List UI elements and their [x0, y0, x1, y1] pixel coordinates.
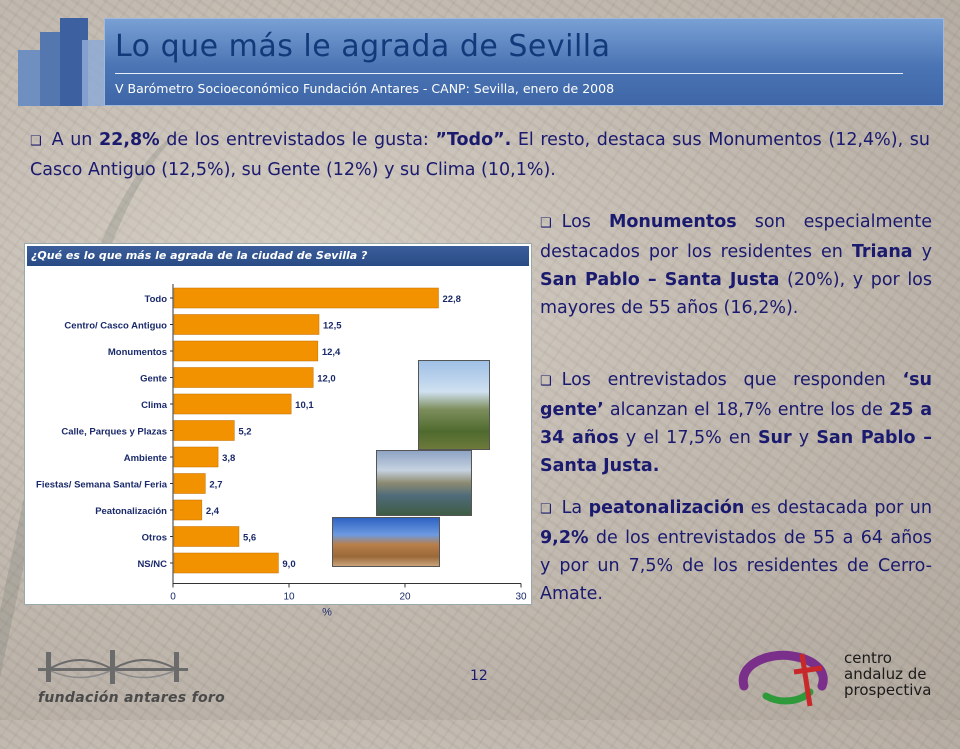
text-run: y el 17,5% en [618, 428, 758, 448]
category-label: NS/NC [137, 559, 167, 570]
bold-text-run: San Pablo – Santa Justa [540, 270, 780, 290]
text-run: Los entrevistados que responden [561, 370, 903, 390]
category-label: Todo [144, 294, 167, 305]
bold-text-run: Monumentos [608, 212, 737, 232]
prospectiva-logo-text [844, 650, 931, 698]
text-run: son especialmente destacados por los residentes en [540, 212, 932, 262]
x-tick-label: 30 [515, 591, 527, 603]
chart-title: ¿Qué es lo que más le agrada de la ciudad de Sevilla ? [27, 246, 529, 266]
bar-4 [174, 394, 291, 414]
checkbox-bullet-icon: ❑ [540, 216, 552, 231]
value-label: 2,4 [205, 506, 220, 517]
text-run: A un [51, 130, 99, 150]
text-run: (20%), y por los mayores de 55 años (16,2%). [540, 270, 933, 318]
slide-subtitle: V Barómetro Socioeconómico Fundación Antares - CANP: Sevilla, enero de 2008 [115, 81, 615, 96]
photo-giralda [418, 360, 490, 450]
category-label: Clima [141, 400, 167, 411]
bar-0 [174, 288, 438, 308]
bar-8 [174, 500, 202, 520]
value-label: 9,0 [282, 559, 296, 570]
logo-line-3: prospectiva [844, 681, 932, 699]
text-run: La [561, 498, 589, 518]
category-label: Calle, Parques y Plazas [61, 426, 167, 438]
prospectiva-emblem-icon [736, 646, 840, 710]
decorative-bars [18, 18, 118, 106]
bar-1 [174, 315, 319, 335]
bar-2 [174, 341, 318, 361]
photo-plaza-espana [332, 517, 440, 567]
x-tick-label: 10 [283, 591, 295, 603]
bold-text-run: Sur [757, 428, 792, 448]
paragraph-peatonalizacion [540, 494, 932, 608]
x-axis-label: % [322, 606, 332, 619]
value-label: 5,6 [242, 532, 257, 544]
checkbox-bullet-icon: ❑ [540, 502, 552, 517]
page-number: 12 [470, 668, 488, 684]
value-label: 12,5 [323, 320, 342, 332]
logo-line-1: centro [844, 649, 892, 667]
bold-text-run: ‘su gente’ [540, 370, 932, 420]
bold-text-run: peatonalización [588, 498, 745, 518]
text-run: alcanzan el 18,7% entre los de [603, 400, 890, 420]
value-label: 12,0 [317, 373, 336, 385]
photo-river-bridge [376, 450, 472, 516]
header-divider [115, 73, 903, 74]
bar-10 [174, 553, 278, 573]
paragraph-summary [30, 126, 930, 184]
category-label: Centro/ Casco Antiguo [64, 320, 167, 332]
text-run: El resto, destaca sus Monumentos (12,4%), su Casco Antiguo (12,5%), su Gente (12%) y su Clima (10,1%). [30, 130, 931, 180]
category-label: Gente [140, 373, 167, 385]
x-tick-label: 20 [399, 591, 411, 603]
category-label: Ambiente [123, 453, 167, 464]
value-label: 12,4 [321, 347, 341, 358]
text-run: y [791, 428, 817, 448]
paragraph-monumentos [540, 208, 932, 322]
category-label: Peatonalización [95, 506, 167, 517]
centro-andaluz-prospectiva-logo [736, 646, 946, 712]
text-run: de los entrevistados le gusta: [159, 130, 436, 150]
bold-text-run: San Pablo – Santa Justa. [540, 428, 933, 476]
bold-text-run: Triana [851, 242, 913, 262]
logo-line-2: andaluz de [844, 665, 927, 683]
category-label: Otros [141, 532, 167, 544]
checkbox-bullet-icon: ❑ [540, 374, 552, 389]
fundacion-antares-logo [38, 650, 226, 712]
bridge-logo-icon [38, 650, 188, 688]
slide-header [104, 18, 944, 106]
bar-7 [174, 474, 205, 494]
bar-9 [174, 527, 239, 547]
bold-text-run: 22,8% [99, 130, 160, 150]
text-run: es destacada por un [744, 498, 932, 518]
paragraph-gente [540, 366, 932, 480]
category-label: Monumentos [107, 347, 167, 358]
text-run: de los entrevistados de 55 a 64 años y por un 7,5% de los residentes de Cerro-Amate. [540, 528, 932, 604]
checkbox-bullet-icon: ❑ [30, 134, 42, 149]
value-label: 5,2 [238, 426, 252, 438]
value-label: 3,8 [222, 453, 236, 464]
value-label: 22,8 [442, 294, 461, 305]
value-label: 2,7 [209, 479, 223, 491]
slide-title: Lo que más le agrada de Sevilla [115, 29, 611, 64]
x-tick-label: 0 [170, 591, 176, 603]
fundacion-antares-logo-text: fundación antares foro [38, 690, 226, 706]
text-run: Los [561, 212, 609, 232]
bar-5 [174, 421, 234, 441]
category-label: Fiestas/ Semana Santa/ Feria [36, 479, 167, 491]
bar-3 [174, 368, 313, 388]
bar-6 [174, 447, 218, 467]
bold-text-run: 9,2% [540, 528, 589, 548]
bold-text-run: 25 a 34 años [540, 400, 932, 448]
text-run: y [912, 242, 933, 262]
bold-text-run: ”Todo”. [435, 130, 512, 150]
value-label: 10,1 [295, 400, 314, 411]
